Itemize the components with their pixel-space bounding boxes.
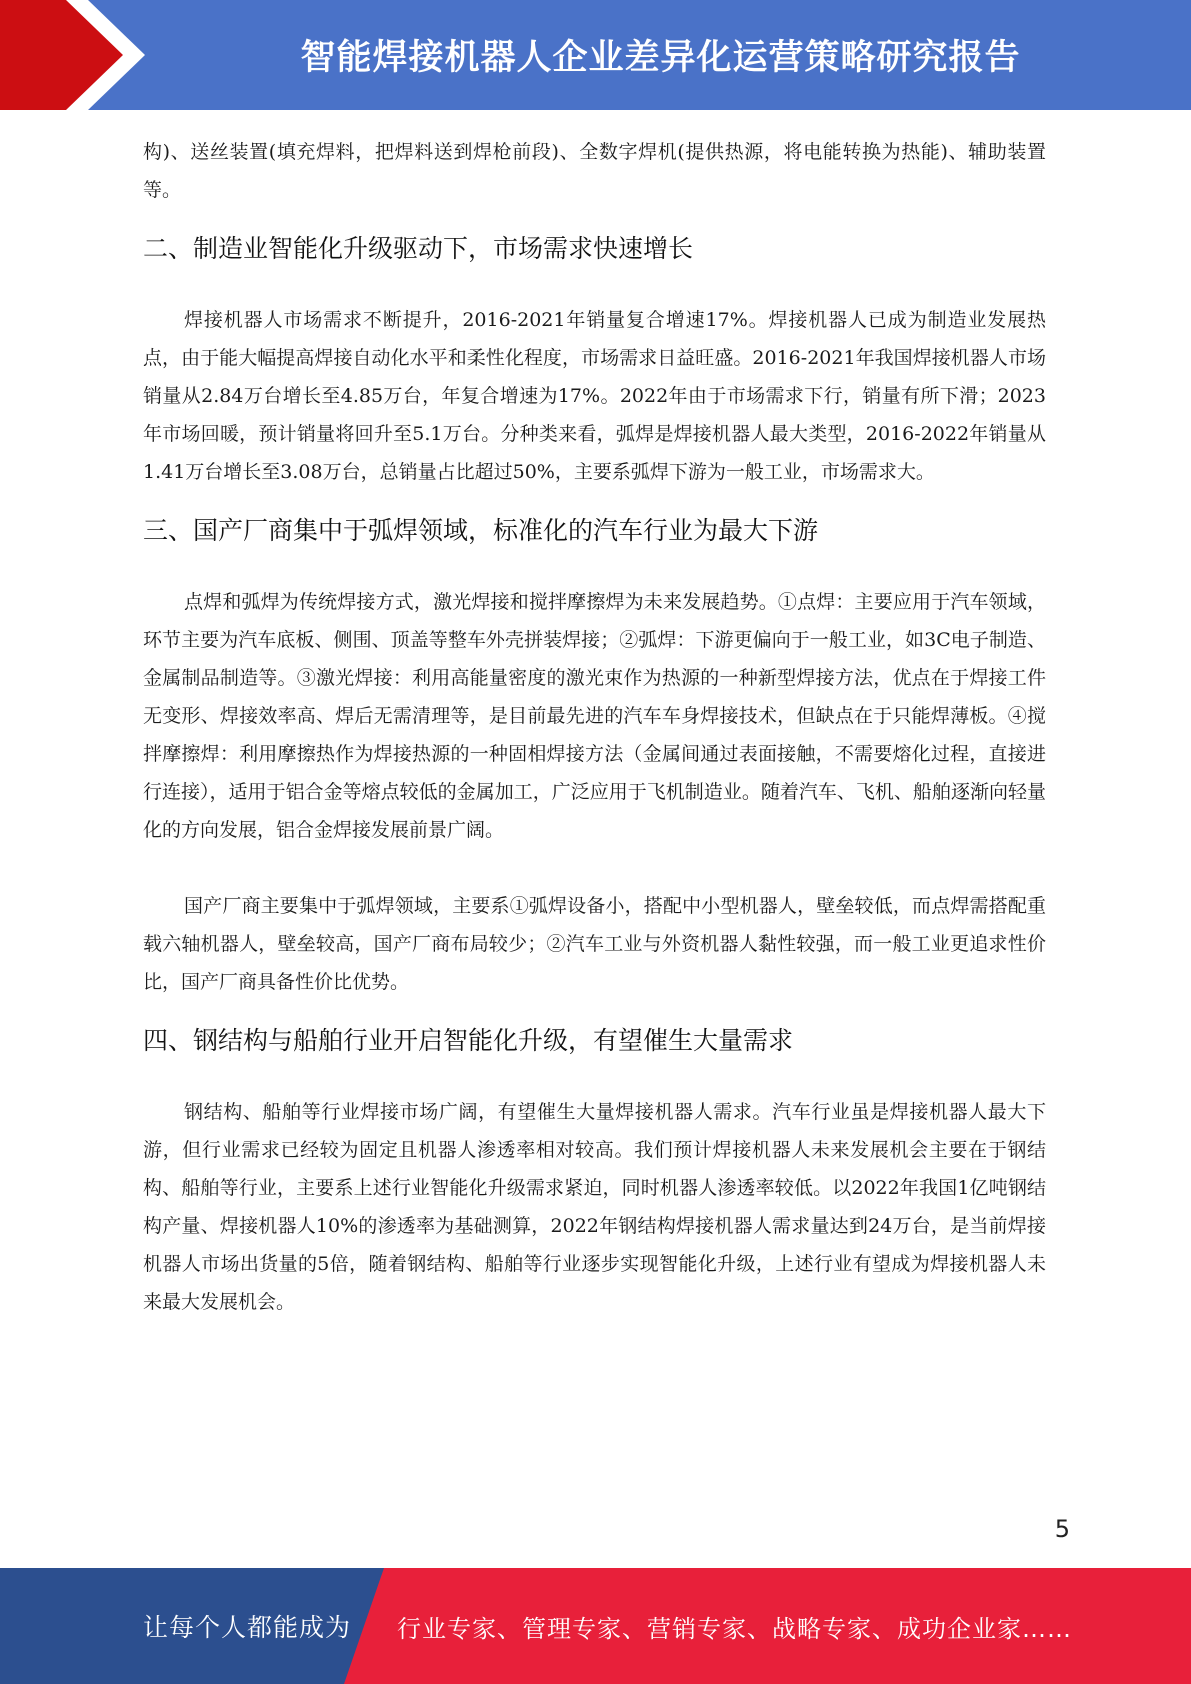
footer-slogan-left: 让每个人都能成为 <box>143 1613 352 1642</box>
page-number: 5 <box>1054 1515 1070 1543</box>
report-body <box>143 133 1046 1321</box>
intro-paragraph: 构)、送丝装置(填充焊料，把焊料送到焊枪前段)、全数字焊机(提供热源，将电能转换为热能)、辅助装置等。 <box>143 141 1046 201</box>
report-title: 智能焊接机器人企业差异化运营策略研究报告 <box>300 38 1021 78</box>
section-2-paragraph-1: 焊接机器人市场需求不断提升，2016-2021年销量复合增速17%。焊接机器人已成为制造业发展热点，由于能大幅提高焊接自动化水平和柔性化程度，市场需求日益旺盛。2016-2021年我国焊接机器人市场销量从2.84万台增长至4.85万台，年复合增速为17%。2022年由于市场需求下行，销量有所下滑；2023年市场回暖，预计销量将回升至5.1万台。分种类来看，弧焊是焊接机器人最大类型，2016-2022年销量从1.41万台增长至3.08万台，总销量占比超过50%，主要系弧焊下游为一般工业，市场需求大。 <box>143 309 1046 483</box>
header-arrow-graphic <box>0 0 160 110</box>
section-3-paragraph-2: 国产厂商主要集中于弧焊领域，主要系①弧焊设备小，搭配中小型机器人，壁垒较低，而点焊需搭配重载六轴机器人，壁垒较高，国产厂商布局较少；②汽车工业与外资机器人黏性较强，而一般工业更追求性价比，国产厂商具备性价比优势。 <box>143 895 1046 993</box>
section-heading-4: 四、钢结构与船舶行业开启智能化升级，有望催生大量需求 <box>143 1026 794 1055</box>
page-header <box>0 0 1191 110</box>
footer-slogan-right: 行业专家、管理专家、营销专家、战略专家、成功企业家…… <box>397 1614 1072 1643</box>
section-3-paragraph-1: 点焊和弧焊为传统焊接方式，激光焊接和搅拌摩擦焊为未来发展趋势。①点焊：主要应用于汽车领域，环节主要为汽车底板、侧围、顶盖等整车外壳拼装焊接；②弧焊：下游更偏向于一般工业，如3C电子制造、金属制品制造等。③激光焊接：利用高能量密度的激光束作为热源的一种新型焊接方法，优点在于焊接工件无变形、焊接效率高、焊后无需清理等，是目前最先进的汽车车身焊接技术，但缺点在于只能焊薄板。④搅拌摩擦焊：利用摩擦热作为焊接热源的一种固相焊接方法（金属间通过表面接触，不需要熔化过程，直接进行连接），适用于铝合金等熔点较低的金属加工，广泛应用于飞机制造业。随着汽车、飞机、船舶逐渐向轻量化的方向发展，铝合金焊接发展前景广阔。 <box>143 591 1046 841</box>
page-footer <box>0 1568 1191 1684</box>
section-4-paragraph-1: 钢结构、船舶等行业焊接市场广阔，有望催生大量焊接机器人需求。汽车行业虽是焊接机器人最大下游，但行业需求已经较为固定且机器人渗透率相对较高。我们预计焊接机器人未来发展机会主要在于钢结构、船舶等行业，主要系上述行业智能化升级需求紧迫，同时机器人渗透率较低。以2022年我国1亿吨钢结构产量、焊接机器人10%的渗透率为基础测算，2022年钢结构焊接机器人需求量达到24万台，是当前焊接机器人市场出货量的5倍，随着钢结构、船舶等行业逐步实现智能化升级，上述行业有望成为焊接机器人未来最大发展机会。 <box>143 1101 1046 1313</box>
section-heading-3: 三、国产厂商集中于弧焊领域，标准化的汽车行业为最大下游 <box>143 516 819 545</box>
section-heading-2: 二、制造业智能化升级驱动下，市场需求快速增长 <box>143 234 694 263</box>
